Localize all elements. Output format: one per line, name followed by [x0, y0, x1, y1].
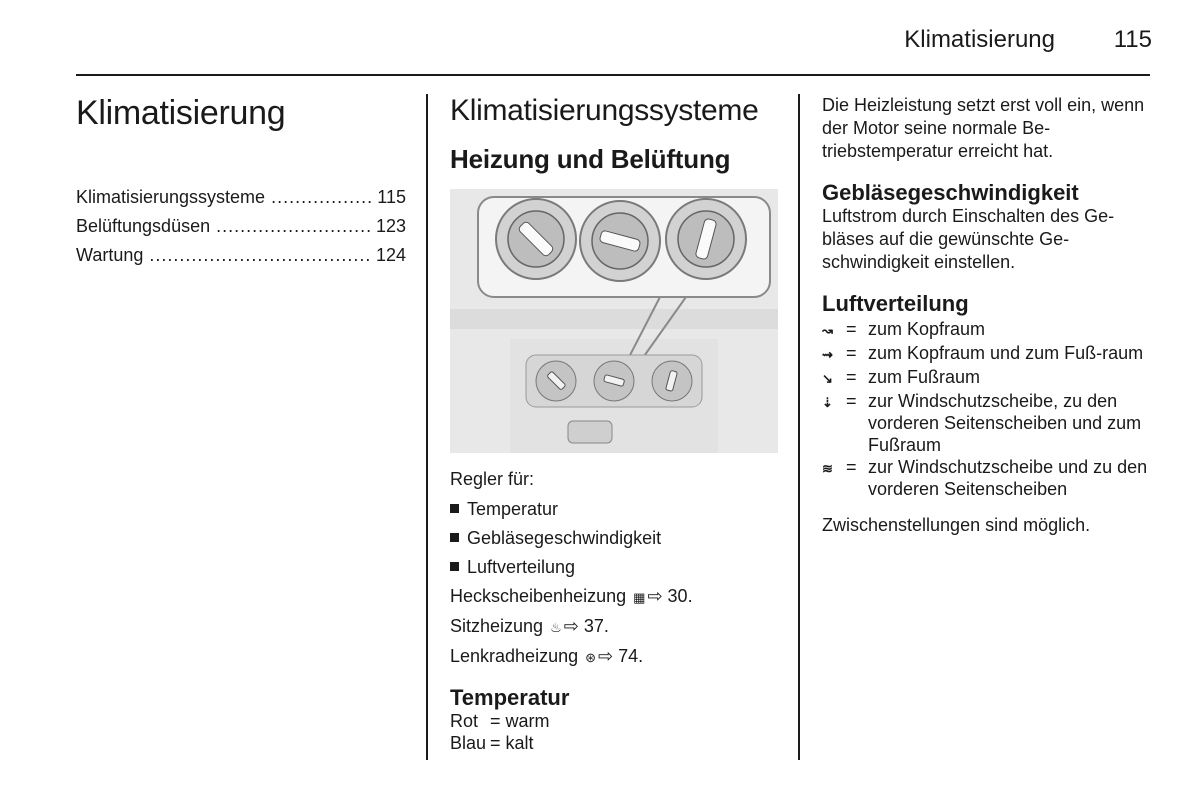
cross-reference[interactable]: Heckscheibenheizung ▦ ⇨ 30.: [450, 582, 780, 612]
temperature-dial-large: [496, 199, 576, 279]
table-of-contents: [76, 183, 406, 270]
toc-entry[interactable]: [76, 212, 406, 241]
cross-reference[interactable]: Lenkradheizung ⊛ ⇨ 74.: [450, 642, 780, 672]
distribution-heading: Luftverteilung: [822, 291, 969, 316]
distribution-list: [822, 318, 1152, 500]
list-item: ⇣ = zur Windschutzscheibe, zu den vorderen Seitenscheiben und zum Fußraum: [822, 391, 1142, 455]
list-item: ↝ = zum Kopfraum: [822, 318, 1152, 342]
column-divider: [426, 94, 428, 760]
intro-paragraph: Die Heizleistung setzt erst voll ein, wenn der Motor seine normale Be-triebstemperatur erreicht hat.: [822, 95, 1145, 161]
temperature-legend: [450, 710, 780, 754]
list-item: ↘ = zum Fußraum: [822, 366, 1152, 390]
controls-intro: Regler für:: [450, 469, 535, 489]
reference-page[interactable]: 74.: [618, 646, 644, 666]
toc-leader: [149, 241, 372, 270]
fan-paragraph: Luftstrom durch Einschalten des Ge-bläses auf die gewünschte Ge-schwindigkeit einstellen.: [822, 206, 1115, 272]
chapter-column: [76, 94, 406, 270]
head-airflow-icon: ↝: [822, 323, 833, 338]
toc-leader: [216, 212, 372, 241]
toc-leader: [271, 183, 373, 212]
toc-entry-label: Klimatisierungssysteme: [76, 187, 266, 207]
reference-page[interactable]: 30.: [667, 586, 693, 606]
reference-arrow-icon: ⇨: [563, 616, 579, 636]
dashboard-drawing: [450, 189, 778, 453]
distribution-dial-large: [666, 199, 746, 279]
list-item: ⇝ = zum Kopfraum und zum Fuß-raum: [822, 342, 1152, 366]
temperature-heading: Temperatur: [450, 685, 570, 710]
legend-row: Blau = kalt: [450, 733, 534, 753]
toc-entry-page: 123: [375, 216, 406, 236]
toc-entry[interactable]: [76, 183, 406, 212]
climate-control-illustration: [450, 189, 778, 453]
windscreen-airflow-icon: ≋: [822, 461, 833, 476]
fan-heading: Gebläsegeschwindigkeit: [822, 180, 1079, 205]
toc-entry-page: 115: [377, 187, 406, 207]
header-rule: [76, 74, 1150, 76]
fan-dial-large: [580, 201, 660, 281]
chapter-title: Klimatisierung: [76, 94, 286, 132]
list-item: Luftverteilung: [450, 553, 780, 582]
list-item: Temperatur: [450, 495, 780, 524]
toc-entry-label: Belüftungsdüsen: [76, 216, 211, 236]
list-item: ≋ = zur Windschutzscheibe und zu den vorderen Seitenscheiben: [822, 457, 1148, 499]
windscreen-foot-airflow-icon: ⇣: [822, 395, 833, 410]
section-title: Klimatisierungssysteme: [450, 94, 759, 127]
section-column: [450, 94, 780, 754]
page-number: 115: [1113, 26, 1152, 53]
note-paragraph: Zwischenstellungen sind möglich.: [822, 515, 1091, 535]
right-column: [822, 94, 1152, 537]
steering-wheel-heating-icon: ⊛: [585, 650, 597, 665]
reference-page[interactable]: 37.: [583, 616, 609, 636]
subsection-title: Heizung und Belüftung: [450, 144, 731, 174]
column-divider: [798, 94, 800, 760]
list-item: Gebläsegeschwindigkeit: [450, 524, 780, 553]
reference-arrow-icon: ⇨: [647, 586, 663, 606]
head-foot-airflow-icon: ⇝: [822, 347, 833, 362]
bullet-icon: [450, 562, 459, 571]
legend-row: Rot = warm: [450, 711, 550, 731]
toc-entry-label: Wartung: [76, 245, 144, 265]
cross-reference[interactable]: Sitzheizung ♨ ⇨ 37.: [450, 612, 780, 642]
toc-entry-page: 124: [375, 245, 406, 265]
reference-arrow-icon: ⇨: [598, 646, 614, 666]
bullet-icon: [450, 504, 459, 513]
page-header: [0, 0, 1200, 80]
rear-window-heating-icon: ▦: [633, 590, 646, 605]
toc-entry[interactable]: [76, 241, 406, 270]
seat-heating-icon: ♨: [550, 620, 562, 635]
bullet-icon: [450, 533, 459, 542]
foot-airflow-icon: ↘: [822, 371, 833, 386]
running-title: Klimatisierung: [904, 26, 1055, 53]
controls-list: [450, 495, 780, 582]
